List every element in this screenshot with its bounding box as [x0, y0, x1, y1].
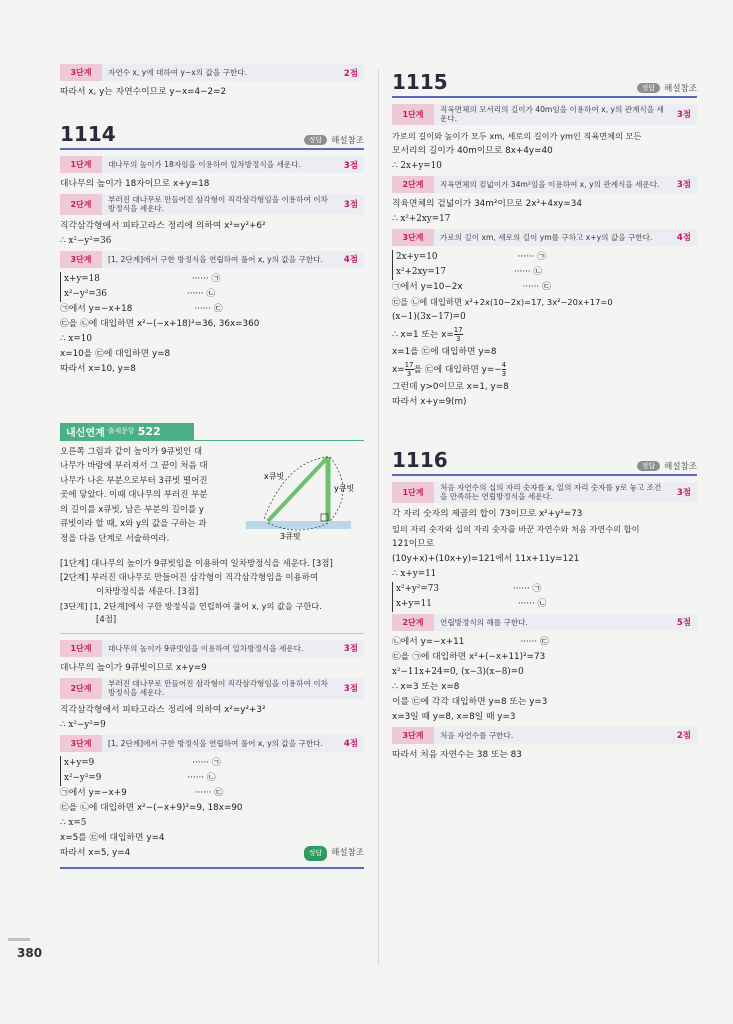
equation-marker: ······ ㉢ [520, 636, 549, 647]
solution-line: 모서리의 길이가 40m이므로 8x+4y=40 [392, 145, 553, 156]
solution-line: ∴ 2x+y=10 [392, 160, 442, 171]
step-text: 부러진 대나무로 만들어진 삼각형이 직각삼각형임을 이용하여 이차방정식을 세운다. [108, 678, 328, 698]
step-points: 3점 [343, 644, 358, 655]
step-box [60, 640, 364, 657]
page-number: 380 [17, 946, 43, 960]
solution-line: ∴ x+y=11 [392, 568, 437, 579]
solution-line: 을 ㉢에 대입하면 y=− [413, 364, 502, 375]
step-tag: 3단계 [392, 229, 434, 246]
page-number-bar [8, 938, 30, 941]
step-box [60, 64, 364, 81]
solution-line: x²−11x+24=0, (x−3)(x−8)=0 [392, 666, 524, 677]
equation-marker: ······ ㉡ [517, 598, 547, 609]
ground-shape [246, 521, 351, 529]
step-box [60, 156, 364, 173]
connected-problem [60, 423, 364, 627]
step-tag: 3단계 [60, 251, 102, 268]
step-text: [1, 2단계]에서 구한 방정식을 연립하여 풀어 x, y의 값을 구한다. [108, 254, 323, 264]
step-tag: 3단계 [392, 727, 434, 744]
solution-line: x=1을 ㉢에 대입하면 y=8 [392, 346, 497, 357]
solution-line: x= [392, 364, 405, 375]
step-instruction: [1단계] 대나무의 높이가 9큐빗임을 이용하여 일차방정식을 세운다. [3점] [60, 558, 333, 569]
connected-number: 522 [137, 424, 161, 438]
step-text: 대나무의 높이가 9큐빗임을 이용하여 일차방정식을 세운다. [108, 643, 304, 653]
solution-line: ㉢을 ㉡에 대입하면 x²−(−x+9)²=9, 18x=90 [60, 802, 243, 813]
solution-line: ∴ x=3 또는 x=8 [392, 681, 460, 692]
problem-number: 1114 [60, 122, 116, 146]
step-box [60, 194, 364, 215]
step-instruction: 이차방정식을 세운다. [3점] [96, 586, 199, 597]
solution-line: ㉡에서 y=−x+11 [392, 636, 465, 647]
solution-line: 이를 ㉢에 각각 대입하면 y=8 또는 y=3 [392, 696, 548, 707]
equation-marker: ······ ㉢ [194, 787, 224, 798]
answer-pill: 정답 [637, 461, 661, 471]
step-tag: 2단계 [60, 678, 102, 699]
fraction: $\frac{4}{3}$ [501, 360, 507, 378]
step-tag: 3단계 [60, 64, 102, 81]
solution-line: x=3일 때 y=8, x=8일 때 y=3 [392, 711, 516, 722]
figure-label-y: y큐빗 [334, 483, 355, 493]
step-points: 3점 [676, 180, 691, 191]
solution-line: (x−1)(3x−17)=0 [392, 311, 466, 322]
equation-system [392, 250, 546, 280]
connected-problem-header [60, 423, 194, 440]
step-points: 4점 [676, 233, 691, 244]
solution-line: x=10을 ㉢에 대입하면 y=8 [60, 348, 171, 359]
step-points: 4점 [343, 739, 358, 750]
step-points: 3점 [343, 160, 358, 171]
step-box [392, 104, 697, 125]
solution-line: ∴ x=5 [60, 817, 87, 828]
column-divider [378, 70, 379, 965]
answer-reference [637, 460, 697, 472]
step-instruction: [4점] [96, 614, 117, 625]
answer-reference [304, 846, 364, 861]
solution-line: ∴ x²−y²=9 [60, 719, 106, 730]
answer-pill: 정답 [304, 135, 328, 145]
step-text: 자연수 x, y에 대하여 y−x의 값을 구한다. [108, 67, 248, 77]
step-points: 3점 [343, 684, 358, 695]
solution-line: ∴ x²+2xy=17 [392, 213, 451, 224]
step-box [392, 614, 697, 631]
answer-text: 해설참조 [664, 461, 697, 472]
equation-system [60, 272, 220, 302]
problem-header [392, 70, 697, 98]
equation-marker: ······ ㉢ [522, 281, 551, 292]
equation-marker: ······ ㉠ [517, 251, 546, 262]
solution-line: 대나무의 높이가 18자이므로 x+y=18 [60, 179, 210, 189]
equation: x²−y²=9 [64, 772, 102, 783]
solution-line: ㉠에서 y=−x+9 [60, 787, 127, 798]
equation-system [392, 582, 546, 612]
step-points: 3점 [343, 200, 358, 211]
step-box [60, 251, 364, 268]
answer-pill: 정답 [304, 846, 328, 861]
answer-pill: 정답 [637, 83, 661, 93]
problem-number: 1116 [392, 447, 448, 472]
solution-line: 일의 자리 숫자와 십의 자리 숫자를 바꾼 자연수와 처음 자연수의 합이 [392, 523, 640, 534]
answer-text: 해설참조 [331, 847, 364, 858]
equation: x²+2xy=17 [396, 266, 446, 277]
equation-marker: ······ ㉡ [186, 288, 216, 299]
step-box [392, 727, 697, 744]
solution-line: 따라서 x, y는 자연수이므로 y−x=4−2=2 [60, 87, 227, 97]
step-points: 3점 [676, 488, 691, 499]
solution-line: 가로의 길이와 높이가 모두 xm, 세로의 길이가 ym인 직육면체의 모든 [392, 130, 642, 141]
step-tag: 2단계 [60, 194, 102, 215]
solution-line: x=5를 ㉢에 대입하면 y=4 [60, 832, 165, 843]
solution-line: 그런데 y>0이므로 x=1, y=8 [392, 381, 509, 392]
step-text: 대나무의 높이가 18자임을 이용하여 일차방정식을 세운다. [108, 159, 301, 169]
equation-marker: ······ ㉢ [194, 303, 223, 314]
connected-problem-text: 오른쪽 그림과 같이 높이가 9큐빗인 대나무가 바람에 부러져서 그 끝이 처음 대나무가 나온 부분으로부터 3큐빗 떨어진 곳에 닿았다. 이때 대나무의 부러진 부분의 길이를 x큐빗, 남은 부분의 길이를 y큐빗이라 할 때, x와 y의 값을 구하는 과정을 다음 단계로 서술하여라. [60, 446, 208, 544]
solution-line: 따라서 x=10, y=8 [60, 363, 136, 374]
solution-line: 직각삼각형에서 피타고라스 정리에 의하여 x²=y²+6² [60, 220, 266, 231]
solution-line: (10y+x)+(10x+y)=121에서 11x+11y=121 [392, 553, 580, 564]
step-instruction: [3단계] [1, 2단계]에서 구한 방정식을 연립하여 풀어 x, y의 값을 구한다. [60, 600, 322, 611]
step-box [392, 482, 697, 503]
bamboo-broken [268, 457, 328, 521]
step-text: 연립방정식의 해를 구한다. [440, 617, 528, 627]
fraction: $\frac{17}{3}$ [404, 360, 414, 378]
solution-line: ∴ x=10 [60, 333, 92, 344]
connected-subtitle: 출제문항 [107, 427, 135, 436]
step-text: 가로의 길이 xm, 세로의 길이 ym를 구하고 x+y의 값을 구한다. [440, 232, 653, 242]
step-text: 처음 자연수를 구한다. [440, 730, 514, 740]
step-tag: 1단계 [392, 104, 434, 125]
problem-number: 1115 [392, 70, 448, 94]
solution-line: ㉢을 ㉡에 대입하면 x²−(−x+18)²=36, 36x=360 [60, 318, 260, 329]
equation-system [60, 756, 221, 786]
solution-line: 대나무의 높이가 9큐빗이므로 x+y=9 [60, 662, 207, 673]
fraction: $\frac{17}{3}$ [453, 325, 463, 343]
step-tag: 1단계 [60, 156, 102, 173]
solution-line: ㉠에서 y=−x+18 [60, 303, 133, 314]
solution-line: 각 자리 숫자의 제곱의 합이 73이므로 x²+y²=73 [392, 508, 583, 519]
bamboo-figure [246, 451, 364, 541]
equation: x+y=18 [64, 273, 100, 284]
equation-marker: ······ ㉠ [512, 583, 542, 594]
step-tag: 2단계 [392, 614, 434, 631]
solution-line: 직각삼각형에서 피타고라스 정리에 의하여 x²=y²+3² [60, 704, 266, 715]
solution-line: ㉢을 ㉠에 대입하면 x²+(−x+11)²=73 [392, 651, 546, 662]
solution-line: 따라서 x+y=9(m) [392, 396, 467, 407]
equation: 2x+y=10 [396, 251, 438, 262]
solution-line: ∴ x²−y²=36 [60, 235, 112, 246]
figure-label-x: x큐빗 [264, 471, 285, 481]
step-tag: 1단계 [60, 640, 102, 657]
step-text: 직육면체의 겉넓이가 34m²임을 이용하여 x, y의 관계식을 세운다. [440, 179, 660, 189]
step-points: 2점 [343, 68, 358, 79]
solution-line: ㉢을 ㉡에 대입하면 x²+2x(10−2x)=17, 3x²−20x+17=0 [392, 296, 613, 307]
equation: x²−y²=36 [64, 288, 107, 299]
step-text: 처음 자연수의 십의 자리 숫자를 x, 일의 자리 숫자를 y로 놓고 조건을 만족하는 연립방정식을 세운다. [440, 482, 662, 502]
solution-line: 따라서 처음 자연수는 38 또는 83 [392, 749, 522, 760]
solution-line: ㉠에서 y=10−2x [392, 281, 463, 292]
equation-marker: ······ ㉡ [513, 266, 543, 277]
step-text: 부러진 대나무로 만들어진 삼각형이 직각삼각형임을 이용하여 이차방정식을 세운다. [108, 195, 328, 214]
equation: x²+y²=73 [396, 583, 439, 594]
step-box [392, 176, 697, 193]
step-box [392, 229, 697, 246]
equation-marker: ······ ㉠ [192, 757, 221, 768]
left-column [60, 62, 364, 875]
solution-line: 따라서 x=5, y=4 [60, 847, 131, 858]
problem-header [392, 448, 697, 476]
step-text: [1, 2단계]에서 구한 방정식을 연립하여 풀어 x, y의 값을 구한다. [108, 738, 323, 748]
step-points: 3점 [676, 110, 691, 121]
step-tag: 1단계 [392, 482, 434, 503]
right-column [392, 64, 697, 763]
connected-title: 내신연계 [66, 427, 105, 439]
step-points: 2점 [676, 731, 691, 742]
answer-text: 해설참조 [664, 84, 697, 94]
step-box [60, 678, 364, 699]
step-box [60, 735, 364, 752]
problem-header [60, 122, 364, 150]
step-tag: 2단계 [392, 176, 434, 193]
step-tag: 3단계 [60, 735, 102, 752]
answer-reference [637, 82, 697, 94]
step-points: 5점 [676, 618, 691, 629]
equation-marker: ······ ㉡ [187, 772, 216, 783]
equation: x+y=9 [64, 757, 95, 768]
solution-line: ∴ x=1 또는 x= [392, 329, 454, 340]
solution-line: 직육면체의 겉넓이가 34m²이므로 2x²+4xy=34 [392, 198, 582, 209]
equation: x+y=11 [396, 598, 432, 609]
answer-reference [304, 134, 364, 146]
step-points: 4점 [343, 255, 358, 266]
step-instruction: [2단계] 부러진 대나무로 만들어진 삼각형이 직각삼각형임을 이용하여 [60, 572, 319, 583]
answer-text: 해설참조 [331, 136, 364, 146]
figure-label-base: 3큐빗 [280, 531, 301, 541]
equation-marker: ······ ㉠ [191, 273, 221, 284]
solution-line: 121이므로 [392, 538, 435, 549]
step-text: 직육면체의 모서리의 길이가 40m임을 이용하여 x, y의 관계식을 세운다. [440, 105, 664, 124]
